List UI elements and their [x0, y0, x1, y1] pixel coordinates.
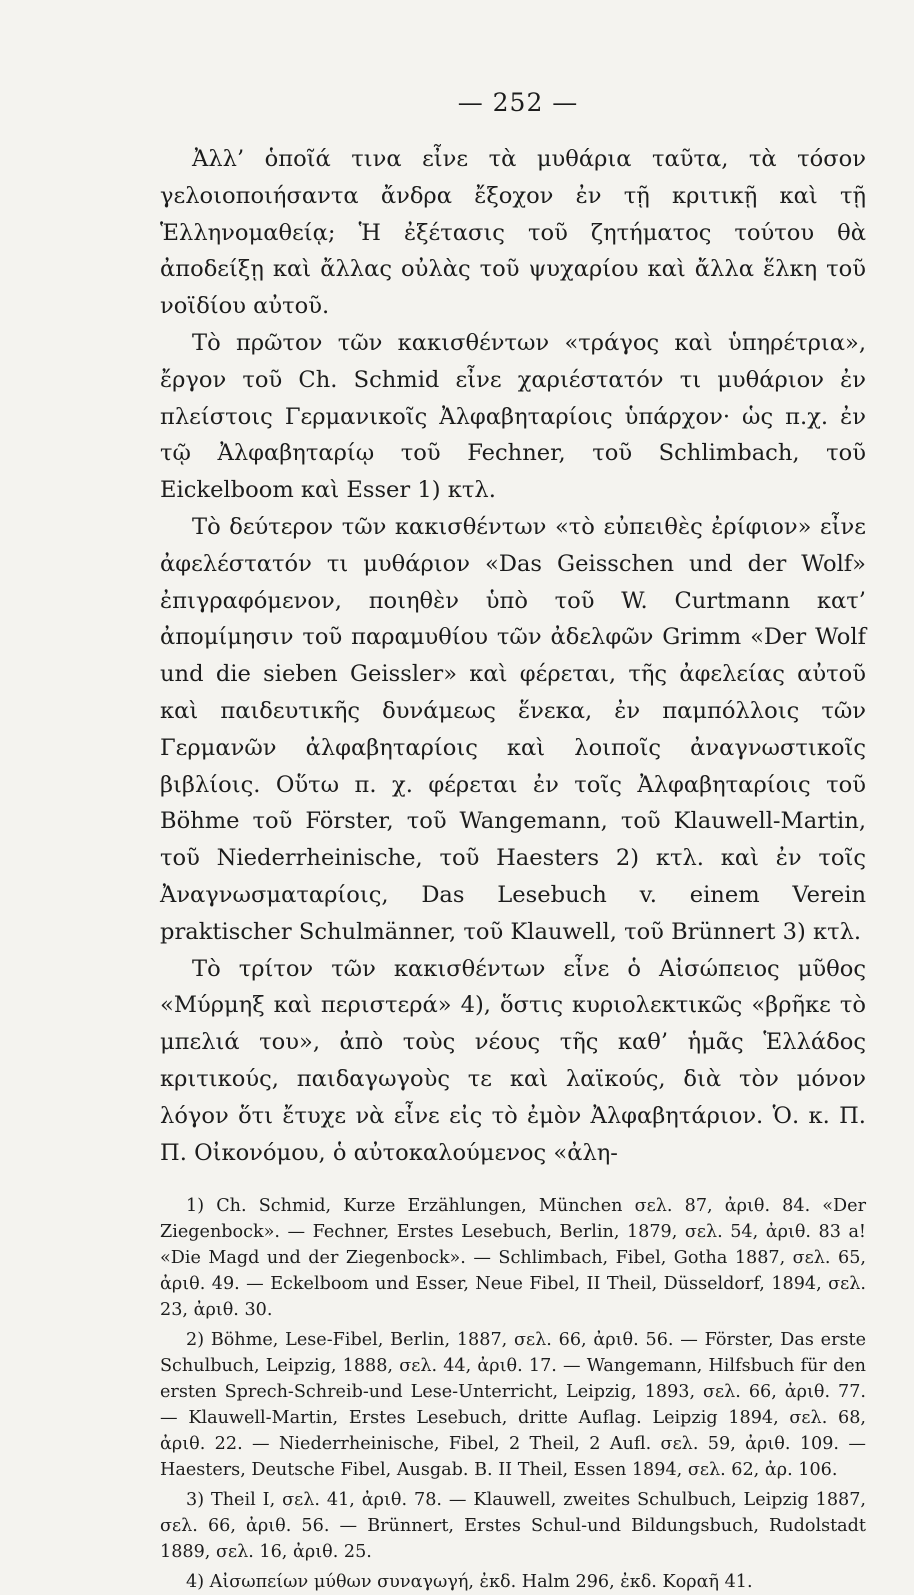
footnote-2: 2) Böhme, Lese-Fibel, Berlin, 1887, σελ. 66, ἀριθ. 56. — Förster, Das erste Schulbuch, Leipzig, 1888, σελ. 44, ἀριθ. 17. — Wangemann, Hilfsbuch für den ersten Sprech-Schreib-und Lese-Unterricht, Leipzig, 1893, σελ. 66, ἀριθ. 77. — Klauwell-Martin, Erstes Lesebuch, dritte Auflag. Leipzig 1894, σελ. 68, ἀριθ. 22. — Niederrheinische, Fibel, 2 Theil, 2 Aufl. σελ. 59, ἀριθ. 109. — Haesters, Deutsche Fibel, Ausgab. B. II Theil, Essen 1894, σελ. 62, ἀρ. 106. [160, 1330, 866, 1481]
footnote-4: 4) Αἰσωπείων μύθων συναγωγή, ἐκδ. Halm 296, ἐκδ. Κοραῆ 41. [186, 1572, 753, 1593]
footnotes [160, 1193, 866, 1595]
paragraph-2: Τὸ πρῶτον τῶν κακισθέντων «τράγος καὶ ὑπηρέτρια», ἔργον τοῦ Ch. Schmid εἶνε χαριέστατόν τι μυθάριον ἐν πλείστοις Γερμανικοῖς Ἀλφαβηταρίοις ὑπάρχον· ὡς π.χ. ἐν τῷ Ἀλφαβηταρίῳ τοῦ Fechner, τοῦ Schlimbach, τοῦ Eickelboom καὶ Esser 1) κτλ. [160, 329, 866, 504]
paragraph-1: Ἀλλ’ ὁποῖά τινα εἶνε τὰ μυθάρια ταῦτα, τὰ τόσον γελοιοποιήσαντα ἄνδρα ἔξοχον ἐν τῇ κριτικῇ καὶ τῇ Ἑλληνομαθείᾳ; Ἡ ἐξέτασις τοῦ ζητήματος τούτου θὰ ἀποδείξῃ καὶ ἄλλας οὐλὰς τοῦ ψυχαρίου καὶ ἄλλα ἕλκη τοῦ νοϊδίου αὐτοῦ. [160, 146, 866, 320]
paragraph-3: Τὸ δεύτερον τῶν κακισθέντων «τὸ εὐπειθὲς ἐρίφιον» εἶνε ἀφελέστατόν τι μυθάριον «Das Geisschen und der Wolf» ἐπιγραφόμενον, ποιηθὲν ὑπὸ τοῦ W. Curtmann κατ’ ἀπομίμησιν τοῦ παραμυθίου τῶν ἀδελφῶν Grimm «Der Wolf und die sieben Geissler» καὶ φέρεται, τῆς ἀφελείας αὐτοῦ καὶ παιδευτικῆς δυνάμεως ἕνεκα, ἐν παμπόλλοις τῶν Γερμανῶν ἀλφαβηταρίοις καὶ λοιποῖς ἀναγνωστικοῖς βιβλίοις. Οὕτω π. χ. φέρεται ἐν τοῖς Ἀλφαβηταρίοις τοῦ Böhme τοῦ Förster, τοῦ Wangemann, τοῦ Klauwell-Martin, τοῦ Niederrheinische, τοῦ Haesters 2) κτλ. καὶ ἐν τοῖς Ἀναγνωσματαρίοις, Das Lesebuch v. einem Verein praktischer Schulmänner, τοῦ Klauwell, τοῦ Brünnert 3) κτλ. [160, 513, 866, 945]
footnote-1: 1) Ch. Schmid, Kurze Erzählungen, München σελ. 87, ἀριθ. 84. «Der Ziegenbock». — Fechner, Erstes Lesebuch, Berlin, 1879, σελ. 54, ἀριθ. 83 a! «Die Magd und der Ziegenbock». — Schlimbach, Fibel, Gotha 1887, σελ. 65, ἀριθ. 49. — Eckelboom und Esser, Neue Fibel, II Theil, Düsseldorf, 1894, σελ. 23, ἀριθ. 30. [160, 1196, 866, 1321]
page-number: — 252 — [457, 88, 579, 117]
footnote-3: 3) Theil I, σελ. 41, ἀριθ. 78. — Klauwell, zweites Schulbuch, Leipzig 1887, σελ. 66, ἀριθ. 56. — Brünnert, Erstes Schul-und Bildungsbuch, Rudolstadt 1889, σελ. 16, ἀριθ. 25. [160, 1490, 866, 1563]
main-text [160, 141, 866, 1171]
paragraph-4: Τὸ τρίτον τῶν κακισθέντων εἶνε ὁ Αἰσώπειος μῦθος «Μύρμηξ καὶ περιστερά» 4), ὅστις κυριολεκτικῶς «βρῆκε τὸ μπελιά του», ἀπὸ τοὺς νέους τῆς καθ’ ἡμᾶς Ἑλλάδος κριτικούς, παιδαγωγοὺς τε καὶ λαϊκούς, διὰ τὸν μόνον λόγον ὅτι ἔτυχε νὰ εἶνε εἰς τὸ ἐμὸν Ἀλφαβητάριον. Ὁ. κ. Π. Π. Οἰκονόμου, ὁ αὐτοκαλούμενος «ἀλη- [160, 955, 866, 1166]
